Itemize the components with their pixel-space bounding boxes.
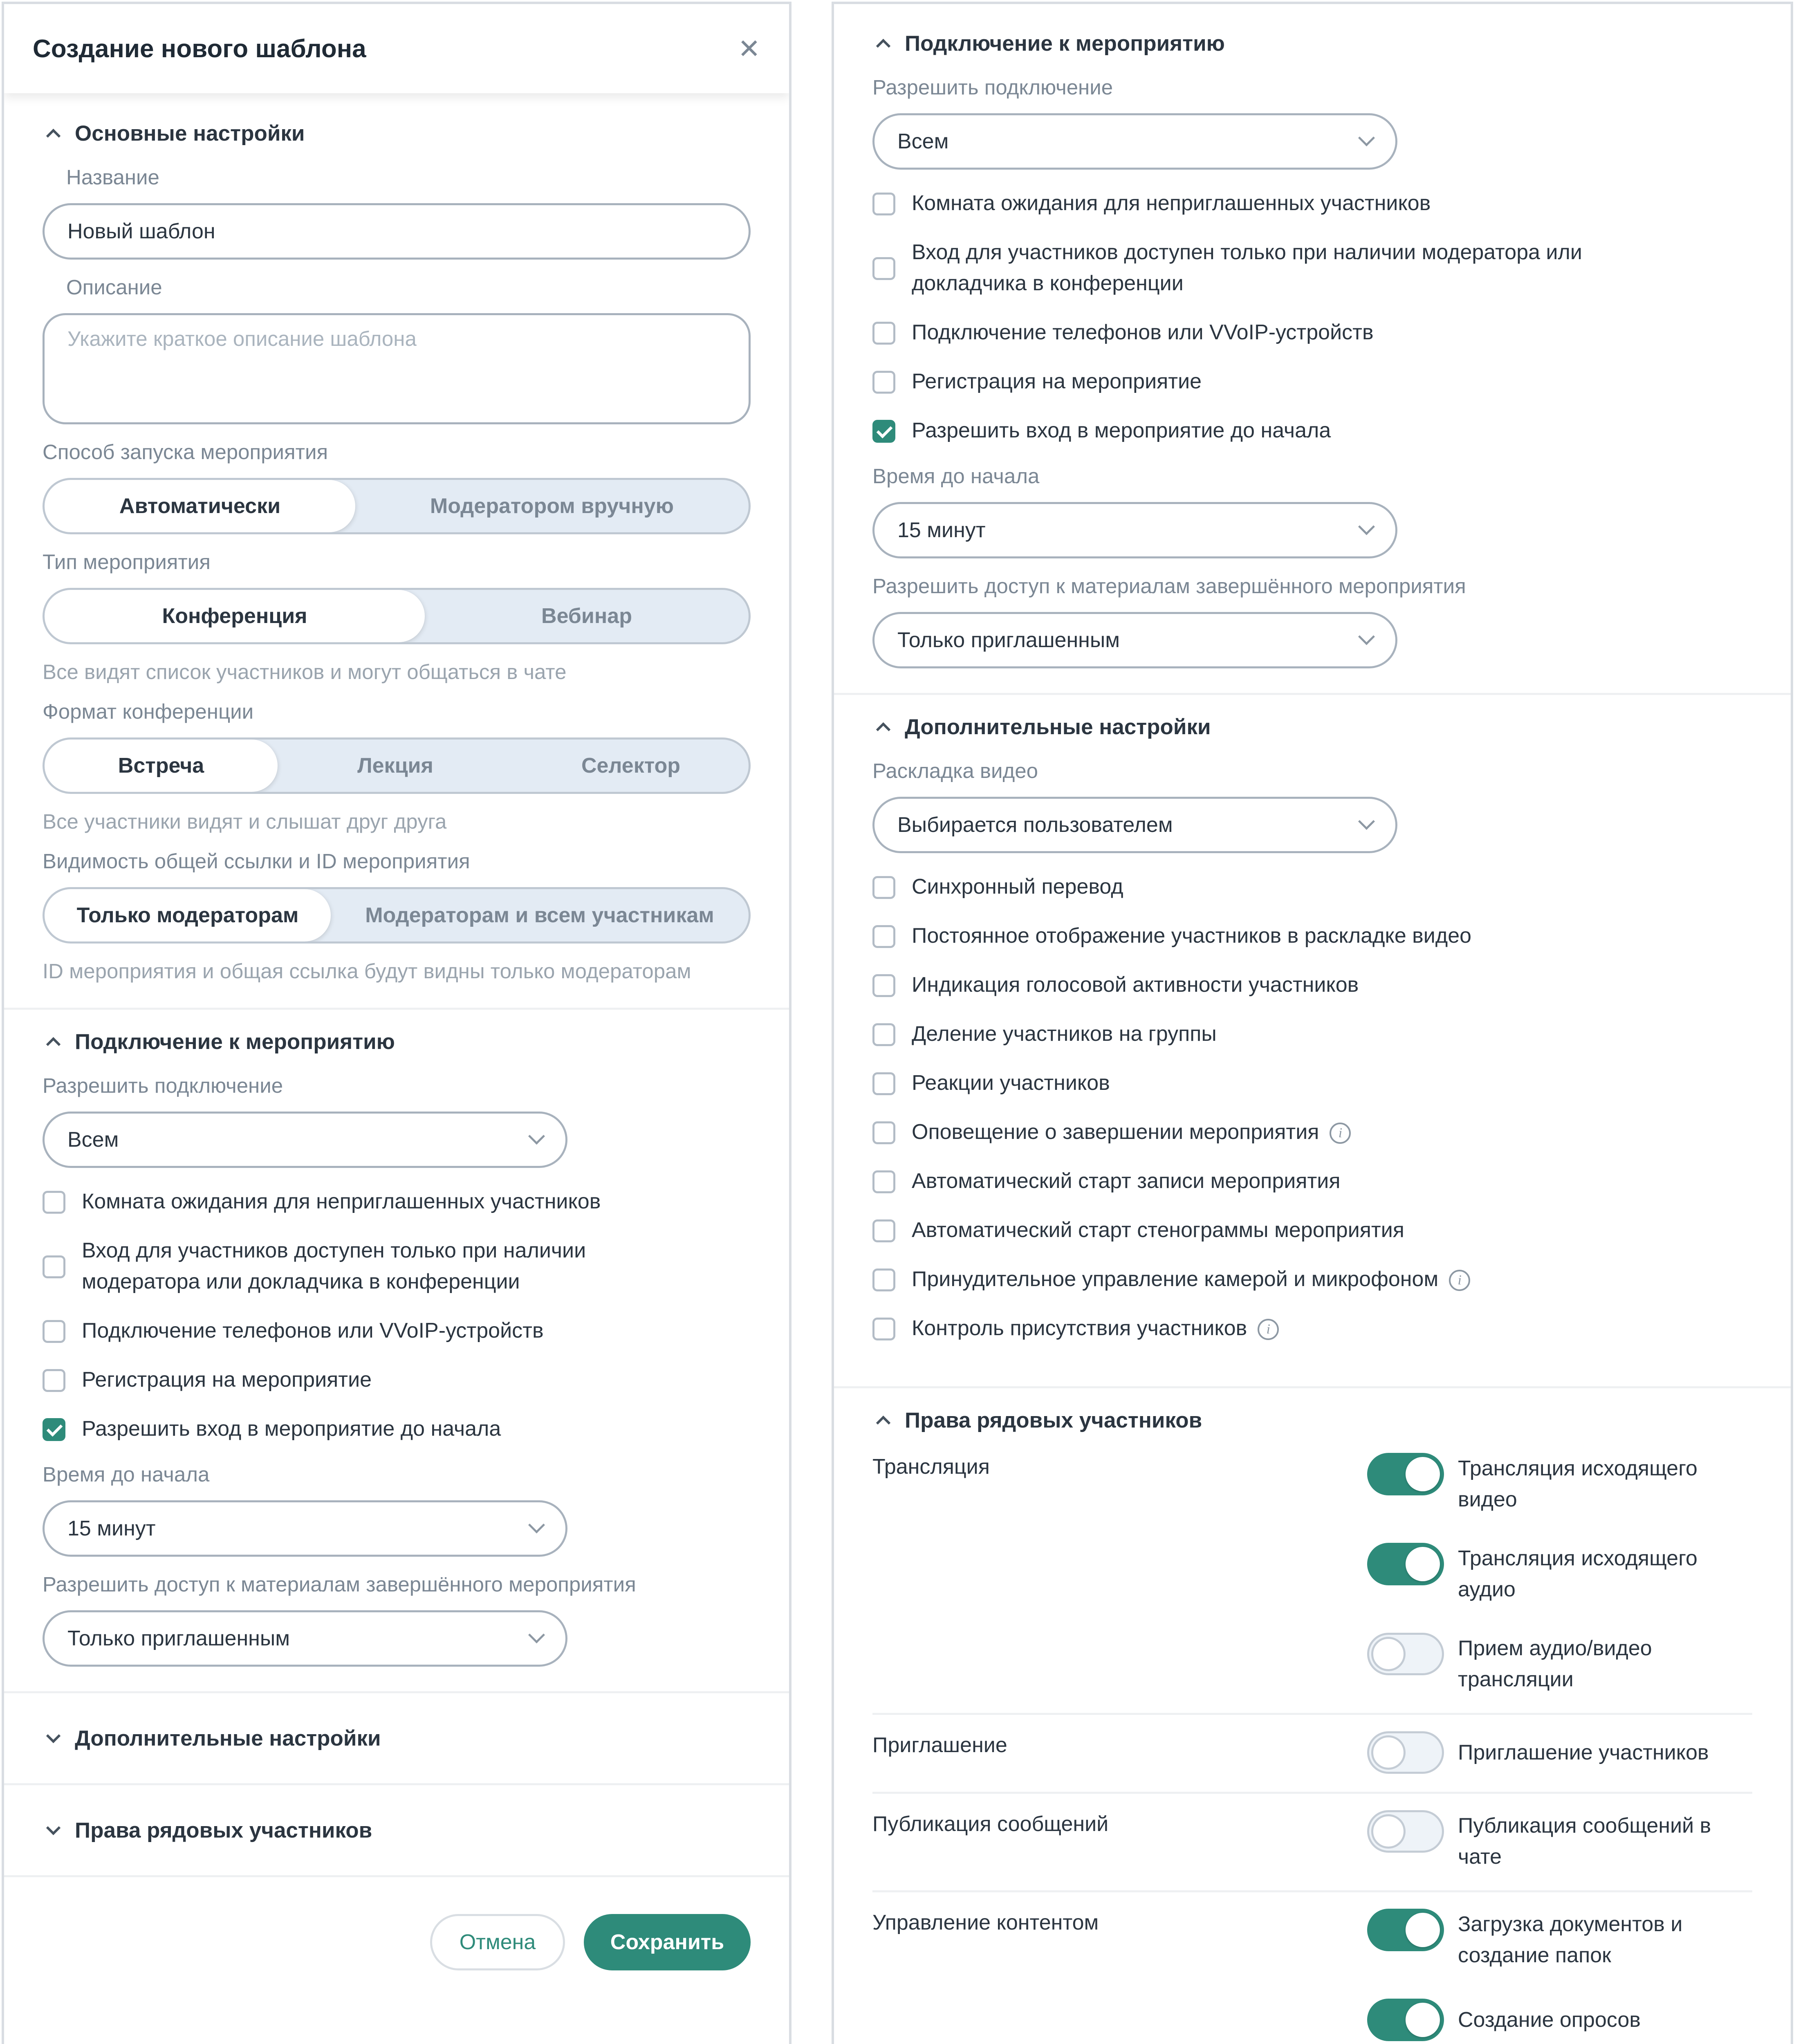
launch-option-manual[interactable]: Модератором вручную	[430, 494, 674, 518]
checkbox-label: Разрешить вход в мероприятие до начала	[82, 1417, 501, 1441]
moderator-required-checkbox-row[interactable]	[872, 237, 1752, 299]
checkbox-label: Комната ожидания для неприглашенных участников	[912, 191, 1431, 215]
checkbox[interactable]	[872, 257, 895, 280]
time-select-value: 15 минут	[897, 518, 986, 542]
toggle-knob	[1406, 2003, 1440, 2037]
extra-checkbox-row[interactable]	[872, 1116, 1752, 1148]
layout-label: Раскладка видео	[872, 759, 1038, 782]
early-entry-checkbox-row[interactable]	[872, 415, 1752, 446]
toggle-label-line-1: Загрузка документов и	[1458, 1912, 1683, 1936]
checkbox-checked[interactable]	[43, 1418, 65, 1441]
toggle-row[interactable]	[1367, 1633, 1752, 1695]
toggle-knob	[1406, 1547, 1440, 1581]
toggle-on[interactable]	[1367, 1999, 1444, 2041]
toggle-label: Создание опросов	[1458, 2008, 1641, 2032]
chevron-up-icon	[876, 722, 890, 736]
toggle-label-line-1: Трансляция исходящего	[1458, 1457, 1697, 1480]
checkbox-label: Синхронный перевод	[912, 875, 1123, 899]
basic-settings-header[interactable]	[43, 117, 751, 150]
chevron-up-icon	[876, 1415, 890, 1430]
checkbox-label: Подключение телефонов или VVoIP-устройств	[912, 320, 1374, 344]
checkbox[interactable]	[43, 1255, 65, 1278]
label-text: Оповещение о завершении мероприятия	[912, 1120, 1319, 1144]
layout-select[interactable]	[872, 797, 1397, 853]
type-label: Тип мероприятия	[43, 550, 211, 574]
materials-select[interactable]	[872, 612, 1397, 668]
toggle-label-line-1: Прием аудио/видео	[1458, 1636, 1652, 1660]
template-settings-expanded	[832, 2, 1793, 2044]
phones-checkbox-row[interactable]	[43, 1315, 751, 1346]
checkbox-label: Автоматический старт стенограммы мероприятия	[912, 1218, 1404, 1242]
type-option-webinar[interactable]: Вебинар	[541, 604, 632, 628]
checkbox[interactable]	[872, 193, 895, 215]
checkbox[interactable]	[872, 371, 895, 394]
label-line-1: Вход для участников доступен только при наличии	[82, 1239, 586, 1262]
rights-category-label: Трансляция	[872, 1455, 990, 1479]
toggle-knob	[1406, 1457, 1440, 1491]
checkbox-label: Комната ожидания для неприглашенных участников	[82, 1190, 601, 1213]
time-select[interactable]	[43, 1500, 567, 1557]
checkbox[interactable]	[872, 1170, 895, 1193]
checkbox[interactable]	[872, 925, 895, 948]
chevron-down-icon	[528, 1626, 545, 1643]
extra-settings-header[interactable]	[872, 710, 1752, 743]
toggle-label: Приглашение участников	[1458, 1741, 1709, 1764]
checkbox-label: Постоянное отображение участников в раскладке видео	[912, 924, 1472, 948]
toggle-label-line-2: видео	[1458, 1488, 1517, 1511]
toggle-label-line-2: чате	[1458, 1845, 1502, 1869]
chevron-down-icon	[1358, 518, 1375, 535]
launch-label: Способ запуска мероприятия	[43, 440, 328, 464]
checkbox-label: Деление участников на группы	[912, 1022, 1217, 1046]
visibility-label: Видимость общей ссылки и ID мероприятия	[43, 849, 470, 873]
toggle-label-line-2: создание папок	[1458, 1943, 1611, 1967]
toggle-label-line-2: аудио	[1458, 1578, 1516, 1601]
checkbox-label: Подключение телефонов или VVoIP-устройств	[82, 1319, 544, 1342]
checkbox[interactable]	[872, 1072, 895, 1095]
checkbox-label: Регистрация на мероприятие	[82, 1368, 372, 1392]
label-text: Принудительное управление камерой и микрофоном	[912, 1267, 1439, 1291]
section-title: Права рядовых участников	[75, 1818, 372, 1842]
launch-segmented-control	[43, 478, 751, 534]
checkbox-label	[912, 1116, 1351, 1148]
toggle-knob	[1371, 1637, 1406, 1671]
toggle-off[interactable]	[1367, 1731, 1444, 1774]
materials-label: Разрешить доступ к материалам завершённого мероприятия	[43, 1573, 636, 1596]
rights-header[interactable]	[872, 1404, 1752, 1437]
toggle-label	[1458, 1543, 1752, 1605]
toggle-row[interactable]	[1367, 1810, 1752, 1872]
save-button[interactable]: Сохранить	[584, 1914, 751, 1970]
phones-checkbox-row[interactable]	[872, 317, 1752, 348]
toggle-row[interactable]	[1367, 1909, 1752, 1971]
checkbox[interactable]	[872, 974, 895, 997]
visibility-option-all[interactable]: Модераторам и всем участникам	[365, 903, 714, 927]
waiting-room-checkbox-row[interactable]	[43, 1186, 751, 1217]
name-label: Название	[66, 166, 159, 189]
rights-category-label: Публикация сообщений	[872, 1812, 1109, 1836]
materials-select-value: Только приглашенным	[67, 1627, 290, 1650]
layout-select-value: Выбирается пользователем	[897, 813, 1173, 837]
time-select-value: 15 минут	[67, 1517, 156, 1540]
materials-select-value: Только приглашенным	[897, 628, 1120, 652]
allow-label: Разрешить подключение	[872, 76, 1113, 99]
modal-header	[4, 4, 789, 93]
chevron-down-icon	[528, 1127, 545, 1144]
checkbox[interactable]	[43, 1320, 65, 1343]
section-title: Подключение к мероприятию	[905, 31, 1225, 56]
toggle-label	[1458, 1810, 1752, 1872]
connection-header[interactable]	[43, 1025, 751, 1058]
info-icon[interactable]: i	[1449, 1270, 1470, 1291]
chevron-up-icon	[46, 128, 61, 143]
toggle-row[interactable]	[1367, 1453, 1752, 1515]
checkbox[interactable]	[872, 876, 895, 899]
toggle-knob	[1371, 1735, 1406, 1770]
toggle-on[interactable]	[1367, 1543, 1444, 1585]
section-title: Подключение к мероприятию	[75, 1029, 395, 1054]
chevron-down-icon	[1358, 813, 1375, 829]
checkbox[interactable]	[43, 1191, 65, 1214]
checkbox[interactable]	[872, 1269, 895, 1291]
extra-checkbox-row[interactable]	[872, 1067, 1752, 1098]
visibility-option-moderators[interactable]: Только модераторам	[45, 889, 331, 941]
checkbox-label: Реакции участников	[912, 1071, 1110, 1095]
rights-category-label: Приглашение	[872, 1733, 1007, 1757]
toggle-label-line-2: трансляции	[1458, 1667, 1574, 1691]
extra-settings-section	[834, 695, 1791, 1388]
checkbox-label: Регистрация на мероприятие	[912, 370, 1202, 393]
description-label: Описание	[66, 276, 162, 299]
checkbox-label	[82, 1235, 586, 1297]
allow-label: Разрешить подключение	[43, 1074, 283, 1097]
rights-group-broadcast	[872, 1437, 1752, 1715]
moderator-required-checkbox-row[interactable]	[43, 1235, 751, 1297]
rights-section	[4, 1785, 789, 1877]
checkbox[interactable]	[872, 1121, 895, 1144]
registration-checkbox-row[interactable]	[872, 366, 1752, 397]
create-template-modal	[2, 2, 791, 2044]
extra-checkbox-row[interactable]	[872, 871, 1752, 902]
extra-checkbox-row[interactable]	[872, 1313, 1752, 1344]
toggle-knob	[1406, 1913, 1440, 1947]
toggle-row[interactable]	[1367, 1999, 1752, 2041]
chevron-down-icon	[528, 1516, 545, 1533]
toggle-label	[1458, 1453, 1752, 1515]
chevron-up-icon	[46, 1037, 61, 1051]
time-label: Время до начала	[872, 464, 1040, 488]
checkbox[interactable]	[872, 1219, 895, 1242]
rights-groups	[872, 1437, 1752, 2044]
chevron-down-icon	[46, 1820, 61, 1835]
format-option-meeting[interactable]: Встреча	[45, 740, 278, 792]
chevron-up-icon	[876, 38, 890, 53]
rights-toggle-list	[1367, 1453, 1752, 1695]
modal-title: Создание нового шаблона	[33, 34, 366, 63]
checkbox[interactable]	[872, 322, 895, 345]
connection-section	[834, 4, 1791, 695]
rights-group-messages	[872, 1794, 1752, 1892]
launch-option-auto[interactable]: Автоматически	[45, 480, 355, 532]
rights-section	[834, 1388, 1791, 2044]
extra-checkbox-row[interactable]	[872, 969, 1752, 1000]
rights-toggle-list	[1367, 1909, 1752, 2044]
time-select[interactable]	[872, 502, 1397, 558]
toggle-off[interactable]	[1367, 1810, 1444, 1853]
checkbox-label	[912, 237, 1582, 299]
name-input[interactable]	[43, 203, 751, 260]
modal-footer	[4, 1877, 789, 2007]
toggle-label	[1458, 1633, 1752, 1695]
visibility-hint: ID мероприятия и общая ссылка будут видны только модераторам	[43, 959, 691, 983]
extra-checkbox-row[interactable]	[872, 1215, 1752, 1246]
basic-settings-section	[4, 101, 789, 1010]
toggle-off[interactable]	[1367, 1633, 1444, 1675]
extra-settings-header[interactable]	[43, 1722, 751, 1755]
section-title: Дополнительные настройки	[905, 715, 1211, 739]
connection-header[interactable]	[872, 27, 1752, 60]
rights-group-content	[872, 1892, 1752, 2044]
section-title: Основные настройки	[75, 121, 305, 146]
registration-checkbox-row[interactable]	[43, 1364, 751, 1395]
allow-select-value: Всем	[897, 130, 949, 153]
type-option-conference[interactable]: Конференция	[45, 590, 425, 642]
toggle-label-line-1: Трансляция исходящего	[1458, 1546, 1697, 1570]
rights-toggle-list	[1367, 1810, 1752, 1872]
rights-category-label: Управление контентом	[872, 1911, 1099, 1934]
rights-toggle-list	[1367, 1731, 1752, 1774]
checkbox-checked[interactable]	[872, 420, 895, 443]
extra-settings-section	[4, 1693, 789, 1785]
checkbox[interactable]	[872, 1318, 895, 1340]
label-line-2: модератора или докладчика в конференции	[82, 1270, 520, 1293]
extra-checkbox-row[interactable]	[872, 1018, 1752, 1049]
connection-section	[4, 1010, 789, 1693]
info-icon[interactable]: i	[1258, 1319, 1279, 1340]
checkbox-label	[912, 1313, 1279, 1344]
label-text: Контроль присутствия участников	[912, 1316, 1247, 1340]
checkbox-label	[912, 1264, 1470, 1295]
format-label: Формат конференции	[43, 700, 254, 723]
chevron-down-icon	[1358, 129, 1375, 146]
label-line-1: Вход для участников доступен только при наличии модератора или	[912, 240, 1582, 264]
toggle-label-line-1: Публикация сообщений в	[1458, 1814, 1711, 1838]
allow-select[interactable]	[43, 1112, 567, 1168]
toggle-on[interactable]	[1367, 1453, 1444, 1495]
materials-select[interactable]	[43, 1610, 567, 1667]
allow-select[interactable]	[872, 113, 1397, 170]
cancel-button[interactable]: Отмена	[430, 1914, 565, 1970]
info-icon[interactable]: i	[1330, 1123, 1351, 1144]
allow-select-value: Всем	[67, 1128, 119, 1152]
format-segmented-control	[43, 737, 751, 794]
early-entry-checkbox-row[interactable]	[43, 1413, 751, 1444]
description-textarea[interactable]	[43, 313, 751, 424]
checkbox[interactable]	[43, 1369, 65, 1392]
waiting-room-checkbox-row[interactable]	[872, 188, 1752, 219]
toggle-row[interactable]	[1367, 1731, 1752, 1774]
type-segmented-control	[43, 588, 751, 644]
toggle-knob	[1371, 1814, 1406, 1849]
materials-label: Разрешить доступ к материалам завершённого мероприятия	[872, 574, 1466, 598]
visibility-segmented-control	[43, 887, 751, 944]
extra-checkbox-row[interactable]	[872, 1165, 1752, 1197]
section-title: Права рядовых участников	[905, 1408, 1202, 1432]
section-title: Дополнительные настройки	[75, 1726, 381, 1750]
rights-group-invitation	[872, 1715, 1752, 1794]
toggle-row[interactable]	[1367, 1543, 1752, 1605]
checkbox-label: Индикация голосовой активности участников	[912, 973, 1359, 997]
toggle-on[interactable]	[1367, 1909, 1444, 1951]
extra-checkbox-row[interactable]	[872, 920, 1752, 951]
label-line-2: докладчика в конференции	[912, 271, 1184, 295]
format-option-selector[interactable]: Селектор	[581, 754, 681, 778]
extra-checkbox-row[interactable]	[872, 1264, 1752, 1295]
time-label: Время до начала	[43, 1463, 210, 1486]
rights-header[interactable]	[43, 1814, 751, 1847]
close-icon[interactable]: ✕	[738, 34, 760, 64]
format-option-lecture[interactable]: Лекция	[357, 754, 433, 778]
type-hint: Все видят список участников и могут общаться в чате	[43, 660, 567, 684]
chevron-down-icon	[1358, 628, 1375, 645]
checkbox-label: Разрешить вход в мероприятие до начала	[912, 419, 1331, 442]
format-hint: Все участники видят и слышат друг друга	[43, 810, 447, 833]
checkbox[interactable]	[872, 1023, 895, 1046]
toggle-label	[1458, 1909, 1752, 1971]
checkbox-label: Автоматический старт записи мероприятия	[912, 1169, 1341, 1193]
chevron-down-icon	[46, 1728, 61, 1743]
